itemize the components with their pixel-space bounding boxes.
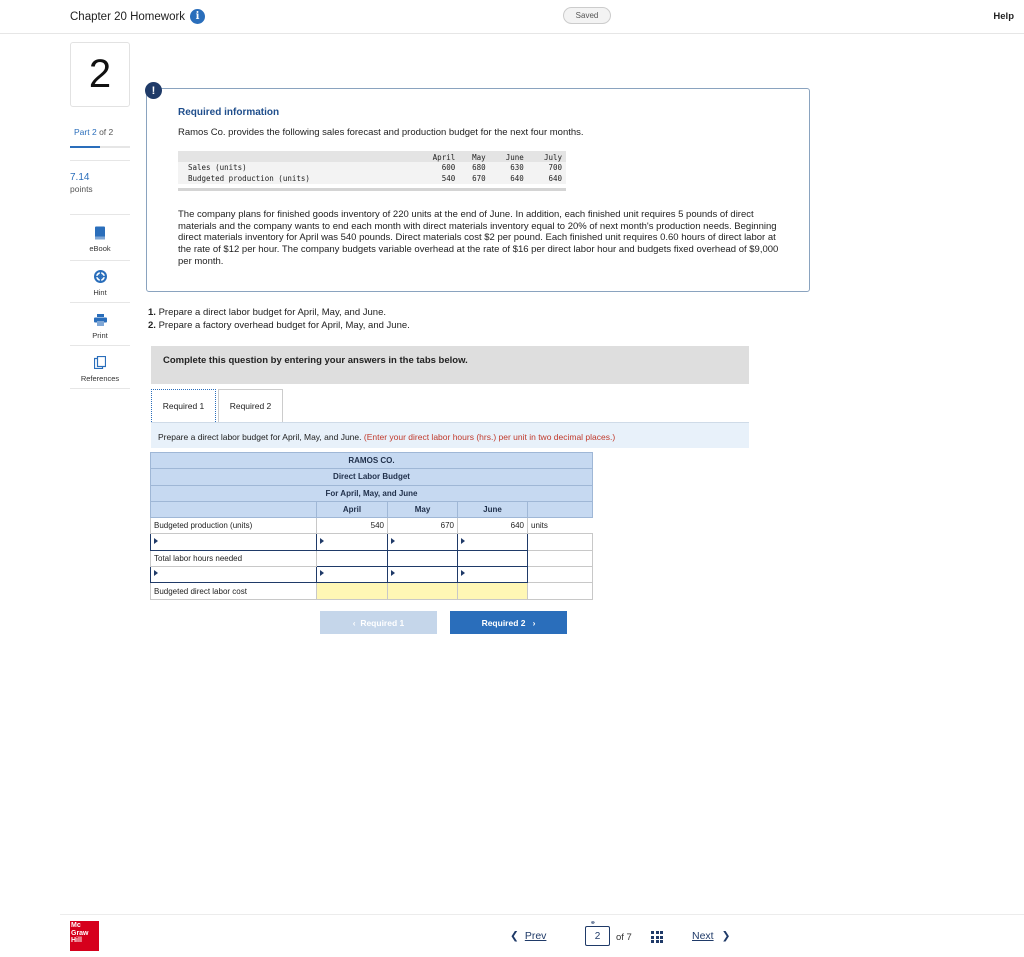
prev-label: Prev <box>524 930 547 942</box>
input-marker-icon <box>391 538 395 544</box>
part-current: 2 <box>91 127 97 137</box>
next-label: Next <box>692 930 714 942</box>
input-marker-icon <box>461 570 465 576</box>
points-label: points <box>70 184 93 194</box>
rate-input-june[interactable] <box>458 567 528 583</box>
references-button[interactable] <box>70 348 130 390</box>
info-icon[interactable]: i <box>190 9 205 24</box>
page-total: of 7 <box>616 932 632 943</box>
hint-button[interactable] <box>70 262 130 304</box>
cell: 630 <box>490 162 528 173</box>
grid-icon[interactable] <box>651 931 664 943</box>
footer-divider <box>60 914 1024 915</box>
rail-divider <box>70 214 130 215</box>
rail-divider <box>70 260 130 261</box>
col-header: June <box>490 151 528 162</box>
prev-question-link[interactable] <box>510 930 546 942</box>
month-header: May <box>388 501 458 517</box>
rail-divider <box>70 345 130 346</box>
direct-labor-budget-table <box>150 452 593 600</box>
cell: 540 <box>413 173 459 184</box>
row-label: Budgeted production (units) <box>178 173 413 184</box>
chevron-right-icon: ❯ <box>721 930 731 942</box>
input-marker-icon <box>391 570 395 576</box>
units-label: units <box>531 521 548 531</box>
part-label: Part <box>74 127 90 137</box>
prompt-text: Prepare a direct labor budget for April, May, and June. <box>158 432 362 442</box>
current-page-indicator[interactable]: 2 <box>585 926 610 946</box>
cell: 670 <box>459 173 489 184</box>
printer-icon <box>93 313 107 327</box>
saved-badge: Saved <box>563 7 611 24</box>
rate-input-may[interactable] <box>388 567 458 583</box>
top-bar <box>0 0 1024 34</box>
prompt-hint: (Enter your direct labor hours (hrs.) per unit in two decimal places.) <box>363 432 616 442</box>
lifebuoy-icon <box>93 270 107 284</box>
tab-required-1[interactable]: Required 1 <box>151 389 216 422</box>
references-icon <box>93 356 107 370</box>
table-row <box>151 567 593 583</box>
cell: 700 <box>528 162 566 173</box>
part-indicator <box>74 127 113 137</box>
row-label: Total labor hours needed <box>151 550 317 566</box>
month-header: April <box>317 501 388 517</box>
part-total: of 2 <box>99 127 114 137</box>
chevron-left-icon: ❮ <box>510 930 519 942</box>
assignment-title-text: Chapter 20 Homework <box>70 10 186 23</box>
references-label: References <box>80 373 120 383</box>
hours-per-unit-input-june[interactable] <box>458 534 528 550</box>
book-icon <box>93 226 107 240</box>
print-label: Print <box>92 330 108 340</box>
col-header: May <box>459 151 489 162</box>
alert-icon: ! <box>145 82 162 99</box>
rail-divider <box>70 302 130 303</box>
budget-period: For April, May, and June <box>151 485 593 501</box>
table-rule <box>178 188 566 191</box>
total-hours-input-may[interactable] <box>388 550 458 566</box>
hint-label: Hint <box>93 287 107 297</box>
instructions <box>148 306 410 332</box>
points-value: 7.14 <box>70 172 90 183</box>
input-marker-icon <box>461 538 465 544</box>
labor-cost-input-may[interactable] <box>388 583 458 599</box>
chevron-right-icon: › <box>525 617 536 628</box>
prev-required-button[interactable] <box>320 611 437 634</box>
rail-divider <box>70 388 130 389</box>
input-marker-icon <box>320 538 324 544</box>
row-label: Budgeted production (units) <box>151 518 317 534</box>
rate-input-april[interactable] <box>317 567 388 583</box>
print-button[interactable] <box>70 305 130 347</box>
cell: 540 <box>317 518 388 534</box>
complete-banner: Complete this question by entering your answers in the tabs below. <box>151 346 749 384</box>
link-icon: ⚭ <box>590 920 596 927</box>
label-dropdown[interactable] <box>151 534 317 550</box>
sales-forecast-table <box>178 151 566 184</box>
total-hours-input-april[interactable] <box>317 550 388 566</box>
hours-per-unit-input-may[interactable] <box>388 534 458 550</box>
cell: 640 <box>528 173 566 184</box>
table-row <box>178 162 566 173</box>
next-question-link[interactable] <box>692 930 730 942</box>
label-dropdown[interactable] <box>151 567 317 583</box>
input-marker-icon <box>320 570 324 576</box>
mcgraw-hill-logo: Mc Graw Hill <box>70 921 99 951</box>
total-hours-input-june[interactable] <box>458 550 528 566</box>
part-progress-fill <box>70 146 100 148</box>
cell: 640 <box>458 518 528 534</box>
cell: 640 <box>490 173 528 184</box>
assignment-title <box>70 9 205 24</box>
ebook-button[interactable] <box>70 218 130 260</box>
help-link[interactable]: Help <box>993 11 1014 22</box>
cell: 670 <box>388 518 458 534</box>
cell: 680 <box>459 162 489 173</box>
table-row <box>151 583 593 599</box>
next-required-label: Required 2 <box>481 617 526 628</box>
question-number[interactable]: 2 <box>70 42 130 107</box>
table-row <box>151 550 593 566</box>
budget-company: RAMOS CO. <box>151 453 593 469</box>
table-row <box>178 173 566 184</box>
dropdown-marker-icon <box>154 538 158 544</box>
tab-required-2[interactable]: Required 2 <box>218 389 283 422</box>
required-info-intro: Ramos Co. provides the following sales forecast and production budget for the next four months. <box>178 127 584 138</box>
col-header: April <box>413 151 459 162</box>
budget-title: Direct Labor Budget <box>151 469 593 485</box>
col-header: July <box>528 151 566 162</box>
month-header: June <box>458 501 528 517</box>
prompt-band <box>151 422 749 448</box>
hours-per-unit-input-april[interactable] <box>317 534 388 550</box>
next-required-button[interactable] <box>450 611 567 634</box>
required-info-paragraph: The company plans for finished goods inventory of 220 units at the end of June. In addition, each finished unit requires 5 pounds of direct materials and the company wants to end each month with direct materials inventory equal to 20% of next month's production needs. Beginning direct materials inventory for April was 540 pounds. Direct materials cost $2 per pound. Each finished unit requires 0.60 hours of direct labor at the rate of $12 per hour. The company budgets variable overhead at the rate of $16 per direct labor hour and budgets fixed overhead of $9,000 per month. <box>178 209 779 267</box>
labor-cost-input-june[interactable] <box>458 583 528 599</box>
row-label: Sales (units) <box>178 162 413 173</box>
instruction-item: 1. Prepare a direct labor budget for April, May, and June. <box>148 307 387 318</box>
prev-required-label: Required 1 <box>360 617 405 628</box>
ebook-label: eBook <box>89 243 111 253</box>
row-label: Budgeted direct labor cost <box>151 583 317 599</box>
table-row <box>151 534 593 550</box>
dropdown-marker-icon <box>154 570 158 576</box>
labor-cost-input-april[interactable] <box>317 583 388 599</box>
required-info-title: Required information <box>178 107 280 118</box>
rail-divider <box>70 160 130 161</box>
chevron-left-icon: ‹ <box>352 617 361 628</box>
table-row <box>151 518 593 534</box>
cell: 600 <box>413 162 459 173</box>
instruction-item: 2. Prepare a factory overhead budget for April, May, and June. <box>148 320 410 331</box>
